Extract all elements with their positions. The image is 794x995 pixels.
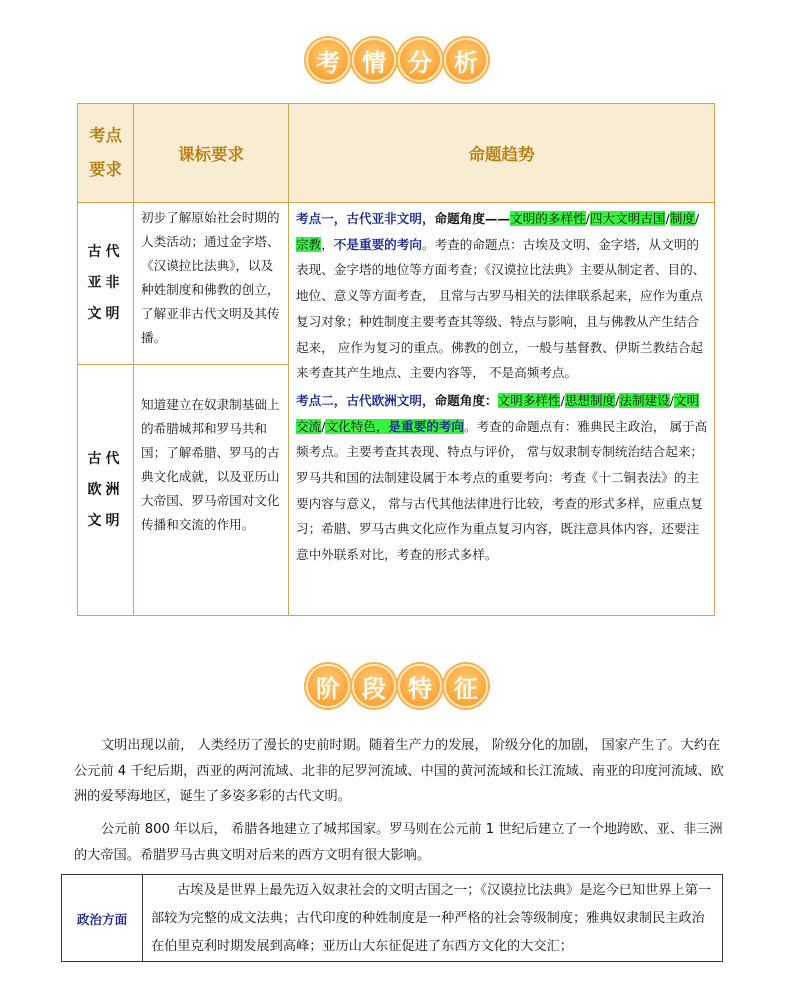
header-trend: 命题趋势 <box>289 104 715 203</box>
slash: / <box>585 211 590 226</box>
highlight: 宗教 <box>296 236 322 252</box>
trend-point-2 <box>296 388 709 568</box>
row-name-line: 亚非 <box>87 275 124 291</box>
row-name-line: 文明 <box>87 512 124 529</box>
row-name-line: 文明 <box>87 306 124 322</box>
header-kaodian <box>78 104 134 203</box>
analysis-table <box>77 103 715 616</box>
heading-char: 阶 <box>306 664 350 708</box>
row-name-asia-africa <box>78 203 134 365</box>
paragraph-2: 公元前 800 年以后， 希腊各地建立了城邦国家。罗马则在公元前 1 世纪后建立了一个地跨欧、亚、非三洲的大帝国。希腊罗马古典文明对后来的西方文明有很大影响。 <box>74 822 723 863</box>
point2-label: 考点二，古代欧洲文明， <box>296 392 435 408</box>
row-name-line: 古代 <box>87 450 124 467</box>
point2-body: 。考查的命题点有：雅典民主政治， 属于高频考点。主要考查其表现、特点与评价， 常与奴隶制专制统治结合起来；罗马共和国的法制建设属于本考点的重要考向：考查《十二铜表法》的主要内容与意义， 常与古代其他法律进行比较，考查的形式多样，应重点复习；希腊、罗马古典文化应作为重点复习内容，既注意具体内容，还要注意中外联系对比，考查的形式多样。 <box>296 418 708 563</box>
slash: / <box>665 211 670 226</box>
slash: / <box>615 392 620 408</box>
point1-angle: 命题角度—— <box>434 211 511 226</box>
highlight: 四大文明古国 <box>589 211 666 226</box>
row-name-line: 欧洲 <box>87 481 124 498</box>
paragraph-1: 文明出现以前， 人类经历了漫长的史前时期。随着生产力的发展， 阶级分化的加剧， 国家产生了。大约在公元前 4 千纪后期，西亚的两河流域、北非的尼罗河流域、中国的黄河流域和长江流域、南亚的印度河流域、欧洲的爱琴海地区，诞生了多姿多彩的古代文明。 <box>74 738 724 804</box>
highlight: 文明的多样性 <box>510 211 586 226</box>
header-kebiao: 课标要求 <box>134 104 289 203</box>
heading-char: 分 <box>398 38 442 82</box>
header-kaodian-line2: 要求 <box>89 160 122 179</box>
heading-char: 征 <box>444 664 488 708</box>
highlight: 制度 <box>669 211 695 226</box>
point1-label: 考点一，古代亚非文明， <box>296 211 435 226</box>
header-kaodian-line1: 考点 <box>89 126 122 145</box>
trend-cell <box>289 203 715 616</box>
highlight: 思想制度 <box>564 392 616 408</box>
point1-importance: 不是重要的考向 <box>333 236 422 252</box>
heading-char: 析 <box>444 38 488 82</box>
row-name-europe <box>78 365 134 616</box>
highlight: 法制建设 <box>619 392 670 408</box>
slash: / <box>694 211 700 226</box>
category-politics: 政治方面 <box>62 875 143 962</box>
requirement-asia-africa: 初步了解原始社会时期的人类活动；通过金字塔、《汉谟拉比法典》，以及种姓制度和佛教的创立，了解亚非古代文明及其传播。 <box>134 203 289 365</box>
politics-content: 古埃及是世界上最先迈入奴隶社会的文明古国之一；《汉谟拉比法典》是迄今已知世界上第一部较为完整的成文法典；古代印度的种姓制度是一种严格的社会等级制度；雅典奴隶制民主政治在伯里克利时期发展到高峰；亚历山大东征促进了东西方文化的大交汇； <box>143 875 723 962</box>
heading-char: 特 <box>398 664 442 708</box>
heading-jieduan-tezheng <box>0 664 794 708</box>
heading-char: 段 <box>352 664 396 708</box>
requirement-europe: 知道建立在奴隶制基础上的希腊城邦和罗马共和国；了解希腊、罗马的古典文化成就，以及亚历山大帝国、罗马帝国对文化传播和交流的作用。 <box>134 365 289 616</box>
point1-body: 。考查的命题点：古埃及文明、金字塔，从文明的表现、金字塔的地位等方面考查；《汉谟拉比法典》主要从制定者、目的、地位、意义等方面考查， 且常与古罗马相关的法律联系起来，应作为重点复习对象；种姓制度主要考查其等级、特点与影响，且与佛教从产生结合起来， 应作为复习的重点。佛教的创立，一般与基督教、伊斯兰教结合起来考查其产生地点、主要内容等， 不是高频考点。 <box>296 236 706 381</box>
row-name-line: 古代 <box>87 244 124 260</box>
highlight: 文明多样性 <box>497 392 561 408</box>
trend-point-1 <box>296 206 709 386</box>
highlight: 文明交流 <box>296 392 700 434</box>
features-table <box>61 874 723 962</box>
highlight: 文化特色， <box>325 418 389 434</box>
heading-char: 情 <box>352 38 396 82</box>
slash: / <box>560 392 565 408</box>
slash: / <box>669 392 674 408</box>
comma: ， <box>321 236 334 252</box>
point2-angle: 命题角度： <box>434 392 498 408</box>
point2-importance: 是重要的考向 <box>388 418 464 434</box>
heading-kaoqing-fenxi <box>0 38 794 82</box>
slash: / <box>321 418 326 434</box>
heading-char: 考 <box>306 38 350 82</box>
